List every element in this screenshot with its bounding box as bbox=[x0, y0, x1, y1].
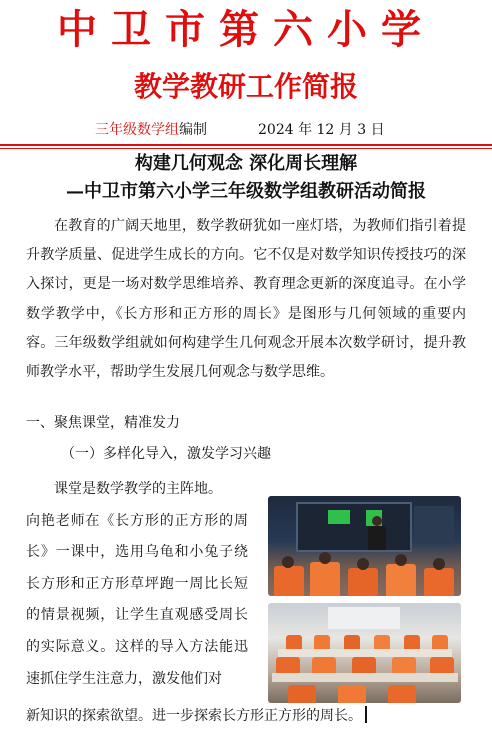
board bbox=[328, 607, 400, 629]
student bbox=[312, 657, 336, 673]
student-head bbox=[319, 552, 331, 564]
editor-suffix: 编制 bbox=[179, 122, 207, 138]
student bbox=[314, 635, 330, 649]
intro-paragraph: 在教育的广阔天地里，数学教研犹如一座灯塔，为教师们指引着提升教学质量、促进学生成长的方向。它不仅是对数学知识传授技巧的深入探讨，更是一场对数学思维培养、教育理念更新的深度追寻。在小学数学教学中，《长方形和正方形的周长》是图形与几何领域的重要内容。三年级数学组就如何构建学生几何观念开展本次数学研讨，提升教师教学水平，帮助学生发展几何观念与数学思维。 bbox=[26, 218, 466, 381]
student bbox=[310, 562, 340, 596]
student bbox=[348, 568, 378, 596]
student bbox=[338, 685, 366, 703]
student bbox=[344, 635, 360, 649]
school-name: 中卫市第六小学 bbox=[57, 6, 435, 53]
issue-date: 2024 年 12 月 3 日 bbox=[258, 122, 385, 138]
editor-group: 三年级数学组 bbox=[95, 122, 179, 138]
student bbox=[430, 657, 454, 673]
last-line-text: 新知识的探索欲望。进一步探索长方形正方形的周长。 bbox=[26, 708, 362, 724]
student bbox=[286, 635, 302, 649]
side-board bbox=[414, 506, 454, 544]
student bbox=[352, 657, 376, 673]
section-heading: 一、聚焦课堂，精准发力 bbox=[26, 415, 180, 431]
student bbox=[404, 635, 420, 649]
student bbox=[424, 568, 454, 596]
brief-title: 教学教研工作简报 bbox=[133, 70, 358, 103]
student bbox=[388, 685, 416, 703]
lesson-paragraph bbox=[26, 474, 248, 695]
teacher-head bbox=[372, 516, 382, 526]
student-head bbox=[395, 554, 407, 566]
student-head bbox=[357, 558, 369, 570]
teacher-body bbox=[368, 526, 386, 550]
board-screen bbox=[296, 502, 412, 552]
lesson-first-line: 课堂是数学教学的主阵地。 bbox=[54, 481, 222, 497]
student bbox=[274, 566, 304, 596]
student bbox=[432, 635, 448, 649]
desk-row bbox=[278, 649, 452, 657]
student-head bbox=[433, 558, 445, 570]
student bbox=[276, 657, 300, 673]
student bbox=[374, 635, 390, 649]
header-rule-thick bbox=[0, 144, 492, 146]
text-cursor bbox=[365, 706, 367, 723]
student bbox=[392, 657, 416, 673]
student bbox=[288, 685, 316, 703]
student bbox=[386, 564, 416, 596]
header-rule-thin bbox=[0, 148, 492, 149]
classroom-photo-teacher bbox=[268, 496, 461, 596]
lesson-body: 向艳老师在《长方形的正方形的周长》一课中，选用乌龟和小兔子绕长方形和正方形草坪跑一周比长短的情景视频，让学生直观感受周长的实际意义。这样的导入方法能迅速抓住学生注意力，激发他们对 bbox=[26, 512, 248, 687]
student-head bbox=[282, 556, 294, 568]
article-title: 构建几何观念 深化周长理解 bbox=[134, 153, 358, 174]
desk-row bbox=[272, 673, 458, 682]
subsection-heading: （一）多样化导入，激发学习兴趣 bbox=[61, 446, 271, 462]
article-subtitle: —中卫市第六小学三年级数学组教研活动简报 bbox=[66, 181, 426, 202]
editor-line bbox=[95, 121, 385, 139]
classroom-photo-students bbox=[268, 603, 461, 703]
last-line bbox=[26, 705, 367, 727]
green-rectangle bbox=[328, 510, 350, 524]
